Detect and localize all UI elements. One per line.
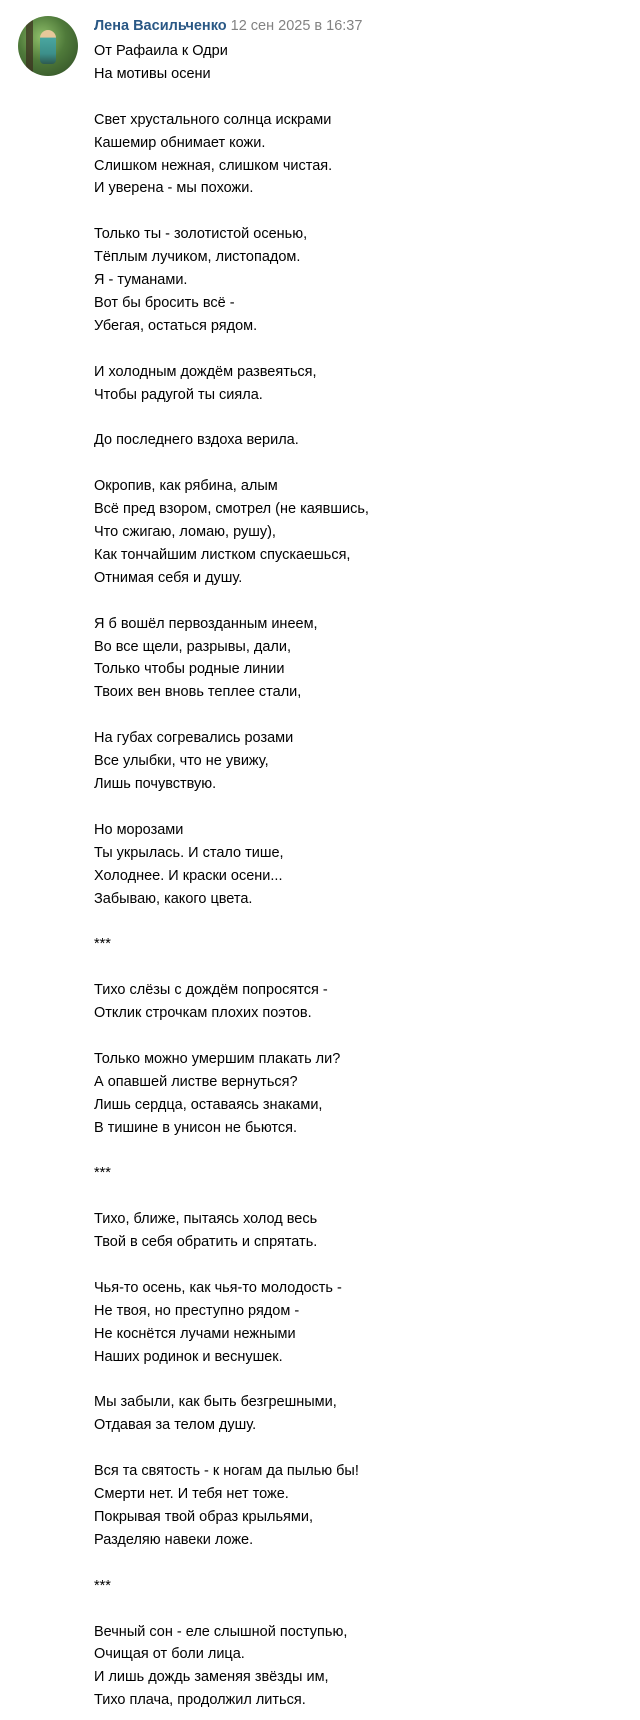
author-name-link[interactable]: Лена Васильченко: [94, 18, 227, 34]
avatar-person-figure: [40, 30, 56, 64]
post-header: [94, 16, 362, 36]
post-date-link[interactable]: 12 сен 2025 в 16:37: [230, 18, 363, 34]
avatar[interactable]: [18, 16, 78, 76]
post-text: От Рафаила к Одри На мотивы осени Свет хрустального солнца искрами Кашемир обнимает кожи. Слишком нежная, слишком чистая. И уверена - мы похожи. Только ты - золотистой осенью, Тёплым лучиком, листопадом. Я - туманами. Вот бы бросить всё - Убегая, остаться рядом. И холодным дождём развеяться, Чтобы радугой ты сияла. До последнего вздоха верила. Окропив, как рябина, алым Всё пред взором, смотрел (не каявшись, Что сжигаю, ломаю, рушу), Как тончайшим листком спускаешься, Отнимая себя и душу. Я б вошёл первозданным инеем, Во все щели, разрывы, дали, Только чтобы родные линии Твоих вен вновь теплее стали, На губах согревались розами Все улыбки, что не увижу, Лишь почувствую. Но морозами Ты укрылась. И стало тише, Холоднее. И краски осени... Забываю, какого цвета. *** Тихо слёзы с дождём попросятся - Отклик строчкам плохих поэтов. Только можно умершим плакать ли? А опавшей листве вернуться? Лишь сердца, оставаясь знаками, В тишине в унисон не бьются. *** Тихо, ближе, пытаясь холод весь Твой в себя обратить и спрятать. Чья-то осень, как чья-то молодость - Не твоя, но преступно рядом - Не коснётся лучами нежными Наших родинок и веснушек. Мы забыли, как быть безгрешными, Отдавая за телом душу. Вся та святость - к ногам да пылью бы! Смерти нет. И тебя нет тоже. Покрывая твой образ крыльями, Разделяю навеки ложе. *** Вечный сон - еле слышной поступью, Очищая от боли лица. И лишь дождь заменяя звёзды им, Тихо плача, продолжил литься.: [94, 43, 369, 1709]
avatar-tree-trunk: [26, 16, 33, 76]
